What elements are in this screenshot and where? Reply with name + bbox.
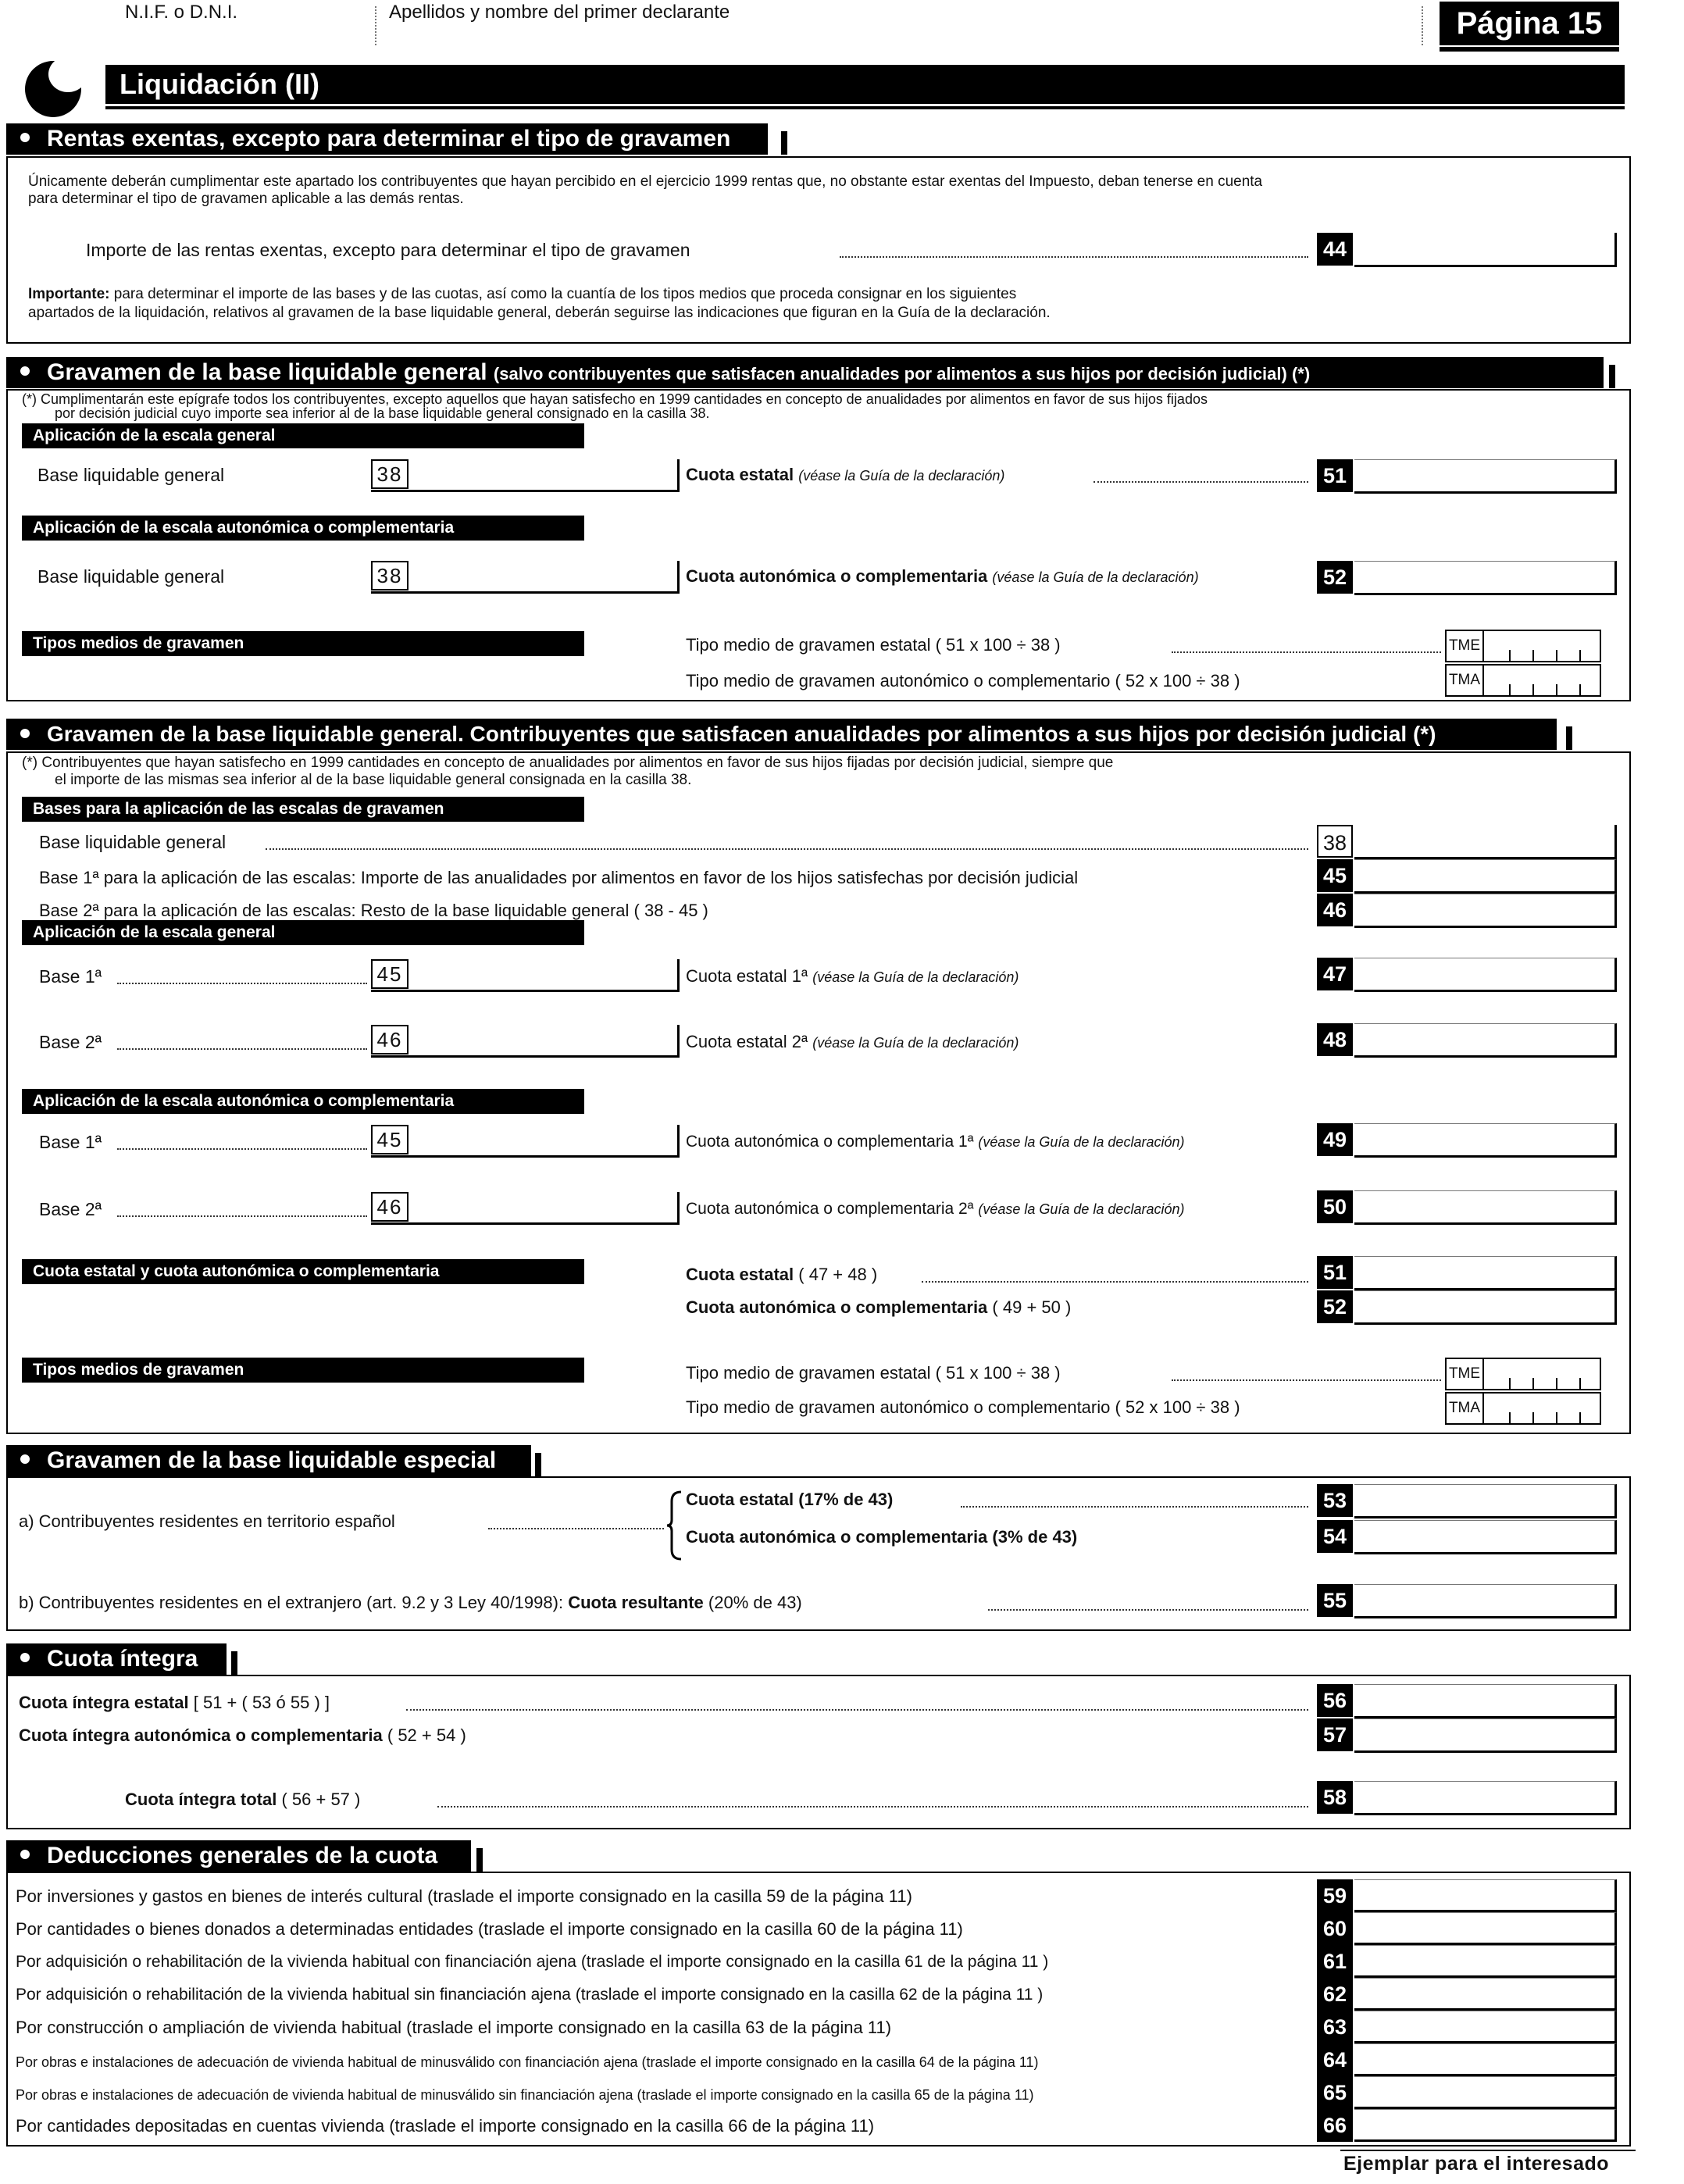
bullet-icon (20, 1653, 30, 1662)
box-58-input[interactable] (1354, 1781, 1617, 1815)
box-64-code: 64 (1317, 2043, 1353, 2076)
cuota-estatal-2-title: Cuota estatal 2ª (686, 1032, 808, 1051)
box-65-input[interactable] (1354, 2076, 1617, 2109)
box-38-input[interactable] (371, 561, 680, 594)
tick (1579, 1412, 1581, 1423)
leader-dots (1094, 481, 1308, 483)
box-46-code: 46 (1317, 894, 1353, 926)
box-49-input[interactable] (1354, 1123, 1617, 1158)
base-1-label: Base 1ª (39, 966, 102, 987)
cuota-resultante-title: Cuota resultante (568, 1593, 704, 1612)
importante-line-2: apartados de la liquidación, relativos al gravamen de la base liquidable general, deberán seguirse las indicaciones que figuran en la Guía de la declaración. (28, 305, 1051, 321)
box-65-code: 65 (1317, 2076, 1353, 2109)
section-title: Cuota íntegra (47, 1646, 198, 1672)
tme-label: TME (1447, 1359, 1484, 1389)
section-cuota-integra (6, 1643, 227, 1675)
cuota-autonomica-especial-label (686, 1526, 1077, 1548)
base-1-escalas-label: Base 1ª para la aplicación de las escalas: Importe de las anualidades por alimentos en favor de los hijos satisfechas por decisión judicial (39, 868, 1079, 887)
sub-tipos-medios: Tipos medios de gravamen (22, 631, 584, 656)
deduccion-label: Por inversiones y gastos en bienes de interés cultural (traslade el importe consignado en la casilla 59 de la página 11) (16, 1886, 912, 1906)
box-45-code: 45 (1317, 859, 1353, 892)
section-title: Gravamen de la base liquidable general (47, 359, 487, 385)
disc-highlight (48, 56, 87, 92)
bullet-icon (20, 729, 30, 738)
cuota-autonomica-label (686, 566, 1199, 588)
residentes-extranjero-text: b) Contribuyentes residentes en el extranjero (art. 9.2 y 3 Ley 40/1998): (19, 1593, 564, 1612)
box-59-code: 59 (1317, 1879, 1353, 1912)
footer-copy-label: Ejemplar para el interesado (1343, 2153, 1610, 2175)
intro-line-2: para determinar el tipo de gravamen aplicable a las demás rentas. (28, 191, 464, 207)
bullet-icon (20, 366, 30, 376)
cuota-integra-estatal-title: Cuota íntegra estatal (19, 1693, 189, 1712)
leader-dots (961, 1506, 1308, 1508)
box-50-input[interactable] (1354, 1190, 1617, 1225)
section-title-note: (salvo contribuyentes que satisfacen anualidades por alimentos a sus hijos por decisión judicial) (*) (493, 364, 1311, 384)
section-tick (1566, 726, 1572, 750)
tipo-medio-estatal-label: Tipo medio de gravamen estatal ( 51 x 100 ÷ 38 ) (686, 1363, 1061, 1383)
sub-escala-autonomica: Aplicación de la escala autonómica o complementaria (22, 1089, 584, 1114)
box-56-code: 56 (1317, 1684, 1353, 1717)
box-53-input[interactable] (1354, 1484, 1617, 1518)
cuota-estatal-label (686, 464, 1004, 487)
tick (1579, 650, 1581, 661)
box-63-code: 63 (1317, 2011, 1353, 2043)
cuota-autonomica-sum-label (686, 1297, 1071, 1319)
sub-bases-escalas: Bases para la aplicación de las escalas de gravamen (22, 797, 584, 822)
box-49-code: 49 (1317, 1123, 1353, 1156)
nif-label: N.I.F. o D.N.I. (125, 2, 238, 23)
intro-line-1: Únicamente deberán cumplimentar este apartado los contribuyentes que hayan percibido en el ejercicio 1999 rentas que, no obstante estar exentas del Impuesto, deban tenerse en cuenta (28, 173, 1263, 190)
cuota-estatal-formula: (17% de 43) (798, 1490, 894, 1509)
box-38-code: 38 (1317, 825, 1353, 858)
box-57-code: 57 (1317, 1718, 1353, 1751)
cuota-autonomica-hint: (véase la Guía de la declaración) (992, 569, 1199, 585)
leader-dots (406, 1709, 1308, 1711)
tick (1556, 684, 1557, 695)
box-44-code: 44 (1317, 233, 1353, 266)
cuota-autonomica-formula: ( 49 + 50 ) (992, 1297, 1072, 1317)
deduccion-label: Por obras e instalaciones de adecuación de vivienda habitual de minusválido sin financiación ajena (traslade el importe consignado en la casilla 65 de la página 11) (16, 2087, 1034, 2103)
box-47-code: 47 (1317, 958, 1353, 990)
base-liquidable-label: Base liquidable general (37, 566, 225, 587)
cuota-estatal-title: Cuota estatal (686, 1265, 794, 1284)
brace-icon (665, 1490, 684, 1561)
cuota-autonomica-formula: (3% de 43) (992, 1527, 1078, 1547)
tick (1556, 650, 1557, 661)
cuota-autonomica-2-hint: (véase la Guía de la declaración) (978, 1201, 1185, 1217)
base-liquidable-label: Base liquidable general (39, 832, 227, 852)
cuota-integra-estatal-label (19, 1692, 330, 1714)
importante-text: para determinar el importe de las bases y de las cuotas, así como la cuantía de los tipos medios que proceda consignar en los siguientes (113, 286, 1017, 302)
section-deducciones (6, 1840, 471, 1872)
sub-escala-general: Aplicación de la escala general (22, 423, 584, 448)
cuota-estatal-hint: (véase la Guía de la declaración) (798, 468, 1005, 484)
section-title: Deducciones generales de la cuota (47, 1843, 438, 1868)
box-54-code: 54 (1317, 1520, 1353, 1553)
deduccion-label: Por adquisición o rehabilitación de la vivienda habitual sin financiación ajena (traslade el importe consignado en la casilla 62 de la página 11 ) (16, 1986, 1044, 2004)
box-44-input[interactable] (1354, 233, 1617, 267)
leader-dots (117, 1215, 367, 1217)
tick (1579, 1378, 1581, 1389)
bullet-icon (20, 133, 30, 142)
cuota-estatal-2-label (686, 1031, 1019, 1054)
box-53-code: 53 (1317, 1484, 1353, 1517)
section-tick (1609, 365, 1615, 388)
tick (1579, 684, 1581, 695)
cuota-autonomica-1-label (686, 1131, 1184, 1153)
box-45-code: 45 (371, 1125, 409, 1154)
tipo-medio-autonomico-label: Tipo medio de gravamen autonómico o complementario ( 52 x 100 ÷ 38 ) (686, 671, 1240, 691)
cuota-estatal-1-label (686, 965, 1019, 988)
box-54-input[interactable] (1354, 1520, 1617, 1554)
box-61-input[interactable] (1354, 1945, 1617, 1978)
leader-dots (488, 1528, 664, 1529)
cuota-autonomica-2-label (686, 1198, 1184, 1220)
box-60-input[interactable] (1354, 1912, 1617, 1945)
box-52-code: 52 (1317, 561, 1353, 594)
leader-dots (988, 1609, 1308, 1611)
cuota-estatal-title: Cuota estatal (686, 1490, 794, 1509)
box-45-input[interactable] (1354, 859, 1617, 894)
cuota-integra-autonomica-formula: ( 52 + 54 ) (387, 1725, 466, 1745)
tma-label: TMA (1447, 666, 1484, 695)
cuota-estatal-title: Cuota estatal (686, 465, 794, 484)
box-57-input[interactable] (1354, 1718, 1617, 1753)
note-line-1: (*) Cumplimentarán este epígrafe todos los contribuyentes, excepto aquellos que hayan satisfecho en 1999 cantidades en concepto de anualidades por alimentos en favor de sus hijos fijados (22, 391, 1208, 407)
tipo-medio-estatal-label: Tipo medio de gravamen estatal ( 51 x 100 ÷ 38 ) (686, 635, 1061, 655)
cuota-autonomica-1-hint: (véase la Guía de la declaración) (978, 1134, 1185, 1150)
leader-dots (1172, 651, 1441, 653)
cuota-autonomica-title: Cuota autonómica o complementaria (686, 1297, 988, 1317)
cuota-estatal-2-hint: (véase la Guía de la declaración) (812, 1035, 1019, 1051)
cuota-integra-total-title: Cuota íntegra total (125, 1790, 277, 1809)
tme-input[interactable] (1445, 1358, 1601, 1390)
box-51-code: 51 (1317, 459, 1353, 492)
box-38-code: 38 (371, 459, 409, 489)
cuota-estatal-sum-label (686, 1264, 877, 1286)
tme-input[interactable] (1445, 630, 1601, 662)
cuota-estatal-1-title: Cuota estatal 1ª (686, 966, 808, 986)
section-tick (476, 1848, 483, 1872)
note-line-2: el importe de las mismas sea inferior al de la base liquidable general consignada en la casilla 38. (55, 772, 692, 788)
cuota-integra-autonomica-title: Cuota íntegra autonómica o complementaria (19, 1725, 383, 1745)
leader-dots (266, 848, 1308, 850)
box-52-code: 52 (1317, 1290, 1353, 1323)
name-label: Apellidos y nombre del primer declarante (389, 2, 730, 23)
cuota-integra-total-formula: ( 56 + 57 ) (281, 1790, 361, 1809)
sub-cuotas: Cuota estatal y cuota autonómica o complementaria (22, 1259, 584, 1284)
deduccion-label: Por obras e instalaciones de adecuación de vivienda habitual de minusválido con financiación ajena (traslade el importe consignado en la casilla 64 de la página 11) (16, 2054, 1039, 2070)
leader-dots (117, 983, 367, 984)
tick (1556, 1378, 1557, 1389)
importante-line-1 (28, 286, 1016, 303)
section-tick (781, 131, 787, 155)
box-46-input[interactable] (371, 1025, 680, 1058)
box-38-input[interactable] (1354, 825, 1617, 859)
leader-dots (117, 1048, 367, 1050)
cuota-resultante-formula: (20% de 43) (708, 1593, 802, 1612)
box-52-input[interactable] (1354, 561, 1617, 595)
tick (1532, 650, 1534, 661)
box-38-code: 38 (371, 561, 409, 591)
note-line-2: por decisión judicial cuyo importe sea inferior al de la base liquidable general consignado en la casilla 38. (55, 405, 710, 421)
box-60-code: 60 (1317, 1912, 1353, 1945)
tma-label: TMA (1447, 1394, 1484, 1423)
leader-dots (437, 1806, 1308, 1808)
tick (1532, 1412, 1534, 1423)
base-2-escalas-label: Base 2ª para la aplicación de las escalas: Resto de la base liquidable general ( 38 - 45 ) (39, 901, 708, 920)
box-48-code: 48 (1317, 1023, 1353, 1056)
base-2-label: Base 2ª (39, 1199, 102, 1219)
section-gravamen-alimentos (6, 719, 1557, 750)
cuota-autonomica-title: Cuota autonómica o complementaria (686, 566, 988, 586)
residentes-extranjero-label (19, 1592, 802, 1614)
leader-dots (922, 1281, 1308, 1283)
deduccion-label: Por cantidades depositadas en cuentas vivienda (traslade el importe consignado en la casilla 66 de la página 11) (16, 2116, 875, 2136)
box-45-input[interactable] (371, 1125, 680, 1158)
section-title: Rentas exentas, excepto para determinar el tipo de gravamen (47, 126, 731, 152)
box-66-code: 66 (1317, 2109, 1353, 2142)
box-51-input[interactable] (1354, 1256, 1617, 1290)
residentes-espana-label: a) Contribuyentes residentes en territorio español (19, 1511, 395, 1531)
page-title: Liquidación (II) (105, 65, 1625, 104)
box-59-input[interactable] (1354, 1879, 1617, 1912)
tick (1509, 1412, 1511, 1423)
page-number-badge: Página 15 (1440, 2, 1619, 45)
leader-dots (840, 256, 1308, 258)
box-66-input[interactable] (1354, 2109, 1617, 2142)
cuota-estatal-formula: ( 47 + 48 ) (798, 1265, 878, 1284)
cuota-autonomica-1-title: Cuota autonómica o complementaria 1ª (686, 1133, 974, 1151)
tma-input[interactable] (1445, 1392, 1601, 1425)
cuota-autonomica-title: Cuota autonómica o complementaria (686, 1527, 988, 1547)
box-51-code: 51 (1317, 1256, 1353, 1289)
title-rule (105, 106, 1625, 109)
sub-tipos-medios: Tipos medios de gravamen (22, 1358, 584, 1383)
section-tick (535, 1453, 541, 1476)
tick (1509, 1378, 1511, 1389)
sub-escala-general: Aplicación de la escala general (22, 920, 584, 945)
tick (1532, 1378, 1534, 1389)
box-45-code: 45 (371, 959, 409, 989)
base-1-label: Base 1ª (39, 1132, 102, 1152)
bullet-icon (20, 1850, 30, 1859)
sub-escala-autonomica: Aplicación de la escala autonómica o complementaria (22, 516, 584, 541)
section-tick (231, 1651, 237, 1675)
tma-input[interactable] (1445, 664, 1601, 697)
name-field[interactable] (781, 6, 1423, 45)
box-38-input[interactable] (371, 459, 680, 492)
leader-dots (117, 1148, 367, 1150)
section-title: Gravamen de la base liquidable especial (47, 1447, 497, 1473)
box-48-input[interactable] (1354, 1023, 1617, 1058)
box-56-input[interactable] (1354, 1684, 1617, 1718)
section-title: Gravamen de la base liquidable general. Contribuyentes que satisfacen anualidades por alimentos a sus hijos por decisión judicial (*) (47, 722, 1436, 746)
box-46-input[interactable] (1354, 894, 1617, 928)
box-51-input[interactable] (1354, 459, 1617, 494)
deduccion-label: Por adquisición o rehabilitación de la vivienda habitual con financiación ajena (traslade el importe consignado en la casilla 61 de la página 11 ) (16, 1953, 1049, 1971)
page-badge-rule (1440, 47, 1619, 52)
cuota-integra-total-label (125, 1789, 360, 1811)
section-rentas-exentas (6, 123, 768, 155)
box-45-input[interactable] (371, 959, 680, 992)
cuota-integra-estatal-formula: [ 51 + ( 53 ó 55 ) ] (193, 1693, 330, 1712)
deduccion-label: Por construcción o ampliación de vivienda habitual (traslade el importe consignado en la casilla 63 de la página 11) (16, 2018, 892, 2037)
tick (1556, 1412, 1557, 1423)
box-61-code: 61 (1317, 1945, 1353, 1978)
tick (1509, 684, 1511, 695)
tick (1509, 650, 1511, 661)
nif-field[interactable] (258, 6, 376, 45)
box-58-code: 58 (1317, 1781, 1353, 1814)
base-liquidable-label: Base liquidable general (37, 465, 225, 485)
bullet-icon (20, 1454, 30, 1464)
box-64-input[interactable] (1354, 2043, 1617, 2076)
box-62-input[interactable] (1354, 1978, 1617, 2011)
base-2-label: Base 2ª (39, 1032, 102, 1052)
importante-bold: Importante: (28, 286, 110, 302)
tick (1532, 684, 1534, 695)
rentas-exentas-label: Importe de las rentas exentas, excepto para determinar el tipo de gravamen (86, 240, 690, 260)
tipo-medio-autonomico-label: Tipo medio de gravamen autonómico o complementario ( 52 x 100 ÷ 38 ) (686, 1397, 1240, 1417)
box-63-input[interactable] (1354, 2011, 1617, 2043)
box-55-input[interactable] (1354, 1584, 1617, 1618)
section-gravamen-general (6, 357, 1604, 388)
deduccion-label: Por cantidades o bienes donados a determinadas entidades (traslade el importe consignado en la casilla 60 de la página 11) (16, 1919, 963, 1939)
tme-label: TME (1447, 631, 1484, 661)
box-52-input[interactable] (1354, 1290, 1617, 1325)
box-55-code: 55 (1317, 1584, 1353, 1617)
box-46-code: 46 (371, 1192, 409, 1222)
box-46-code: 46 (371, 1025, 409, 1055)
leader-dots (1172, 1379, 1441, 1381)
cuota-estatal-especial-label (686, 1489, 893, 1511)
box-47-input[interactable] (1354, 958, 1617, 992)
note-line-1: (*) Contribuyentes que hayan satisfecho en 1999 cantidades en concepto de anualidades por alimentos en favor de sus hijos fijadas por decisión judicial, siempre que (22, 755, 1114, 771)
cuota-integra-autonomica-label (19, 1725, 466, 1747)
footer-rule (1340, 2150, 1636, 2151)
cuota-autonomica-2-title: Cuota autonómica o complementaria 2ª (686, 1200, 974, 1218)
cuota-estatal-1-hint: (véase la Guía de la declaración) (812, 969, 1019, 985)
box-50-code: 50 (1317, 1190, 1353, 1223)
box-62-code: 62 (1317, 1978, 1353, 2011)
box-46-input[interactable] (371, 1192, 680, 1225)
section-base-especial (6, 1445, 531, 1476)
